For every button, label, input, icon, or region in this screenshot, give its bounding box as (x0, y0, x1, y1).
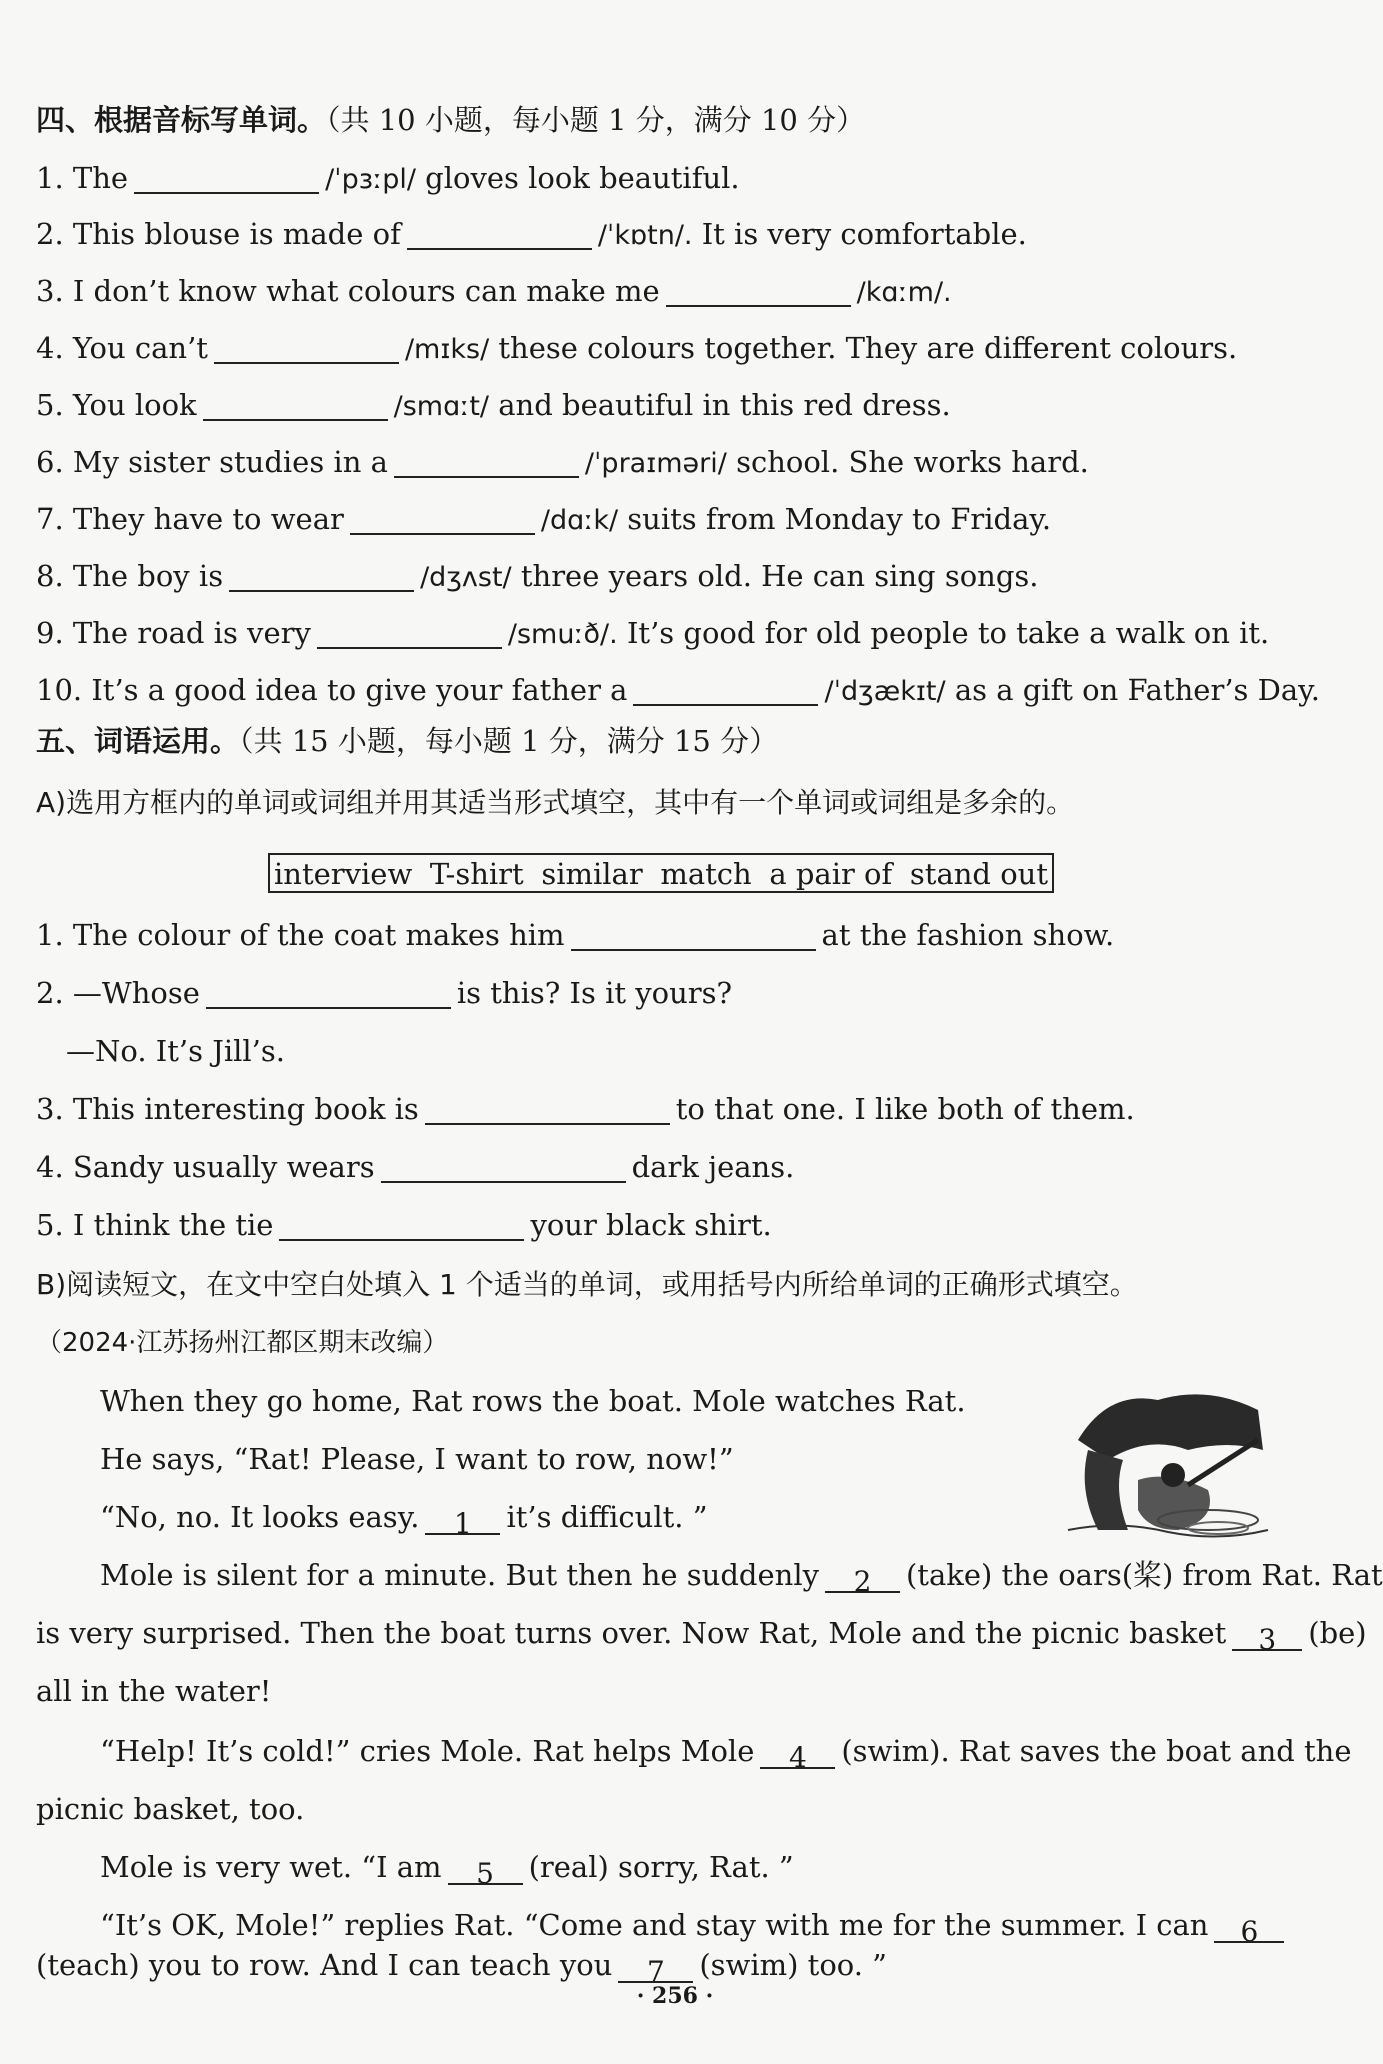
partA-item-1 (36, 915, 1114, 955)
passage-text: (swim). Rat saves the boat and the (841, 1734, 1352, 1768)
answer-blank[interactable] (666, 275, 851, 307)
page-number: · 256 · (636, 1983, 714, 2009)
passage-text: “Help! It’s cold!” cries Mole. Rat helps Mole (100, 1734, 755, 1768)
answer-blank[interactable] (350, 503, 535, 535)
section4-item-4 (36, 328, 1237, 370)
blank-number: 7 (646, 1955, 665, 1988)
item-text: 5. I think the tie (36, 1208, 274, 1242)
answer-blank-1[interactable] (425, 1503, 500, 1540)
partB-source: （2024·江苏扬州江都区期末改编） (36, 1328, 449, 1358)
item-text: and beautiful in this red dress. (498, 388, 951, 422)
passage-text: (take) the oars(桨) from Rat. Rat (905, 1558, 1383, 1592)
answer-blank[interactable] (633, 674, 818, 706)
item-text: 1. The colour of the coat makes him (36, 918, 565, 952)
partA-item-4 (36, 1147, 794, 1187)
phonetic-transcription: /dʒʌst/ (420, 562, 512, 593)
item-text: 9. The road is very (36, 616, 311, 650)
answer-blank[interactable] (279, 1209, 524, 1241)
blank-number: 5 (476, 1857, 494, 1890)
word-box (268, 853, 1054, 893)
partA-item-5 (36, 1205, 772, 1245)
passage-text: (be) (1308, 1616, 1367, 1650)
section4-item-6 (36, 442, 1089, 484)
section4-item-8 (36, 556, 1039, 598)
item-text: these colours together. They are different colours. (498, 331, 1238, 365)
passage-text: Mole is silent for a minute. But then he suddenly (100, 1558, 819, 1592)
answer-blank[interactable] (381, 1151, 626, 1183)
passage-text: “It’s OK, Mole!” replies Rat. “Come and stay with me for the summer. I can (100, 1908, 1209, 1942)
partB-instruction: B)阅读短文，在文中空白处填入 1 个适当的单词，或用括号内所给单词的正确形式填空。 (36, 1268, 1138, 1301)
item-text: 2. —Whose (36, 976, 200, 1010)
partA-item-2-reply (66, 1031, 285, 1071)
item-text: 7. They have to wear (36, 502, 344, 536)
item-text: school. She works hard. (736, 445, 1089, 479)
answer-blank[interactable] (425, 1093, 670, 1125)
answer-blank[interactable] (203, 389, 388, 421)
phonetic-transcription: /ˈpɜːpl/ (325, 164, 416, 195)
item-text: 6. My sister studies in a (36, 445, 388, 479)
rat-mole-boat-illustration (1068, 1380, 1268, 1540)
passage-text: (swim) too. ” (699, 1948, 888, 1982)
phonetic-transcription: /ˈkɒtn/. (597, 220, 693, 251)
passage-line (100, 1847, 794, 1890)
item-text: It’s good for old people to take a walk on it. (626, 616, 1270, 650)
item-text: to that one. I like both of them. (675, 1092, 1135, 1126)
section4-item-3 (36, 271, 952, 313)
item-text: is this? Is it yours? (456, 976, 733, 1010)
passage-line (36, 1945, 888, 1988)
answer-blank-6[interactable] (1214, 1911, 1284, 1948)
passage-text: it’s difficult. ” (506, 1500, 708, 1534)
passage-line (36, 1613, 1367, 1656)
section4-item-2 (36, 214, 1027, 256)
passage-line: picnic basket, too. (36, 1792, 305, 1826)
blank-number: 6 (1240, 1915, 1259, 1948)
passage-line (100, 1497, 708, 1540)
section5-heading (36, 721, 778, 761)
item-text: as a gift on Father’s Day. (954, 673, 1320, 707)
item-text: —No. It’s Jill’s. (66, 1034, 285, 1068)
partA-instruction: A)选用方框内的单词或词组并用其适当形式填空，其中有一个单词或词组是多余的。 (36, 786, 1075, 819)
section5-title: 五、词语运用。 (36, 724, 240, 758)
passage-line: When they go home, Rat rows the boat. Mole watches Rat. (100, 1384, 966, 1418)
item-text: your black shirt. (530, 1208, 772, 1242)
section4-note: （共 10 小题，每小题 1 分，满分 10 分） (326, 103, 866, 137)
passage-text: (real) sorry, Rat. ” (528, 1850, 794, 1884)
answer-blank[interactable] (214, 332, 399, 364)
answer-blank[interactable] (229, 560, 414, 592)
word-box-item: interview (274, 857, 413, 891)
blank-number: 2 (853, 1565, 872, 1598)
answer-blank[interactable] (571, 919, 816, 951)
item-text: 4. Sandy usually wears (36, 1150, 375, 1184)
word-box-item: match (660, 857, 752, 891)
passage-text: (teach) you to row. And I can teach you (36, 1948, 613, 1982)
answer-blank[interactable] (317, 617, 502, 649)
section4-item-7 (36, 499, 1051, 541)
item-text: 8. The boy is (36, 559, 224, 593)
blank-number: 1 (454, 1507, 472, 1540)
answer-blank[interactable] (394, 446, 579, 478)
item-text: It is very comfortable. (701, 217, 1027, 251)
word-box-item: stand out (909, 857, 1048, 891)
item-text: 3. This interesting book is (36, 1092, 419, 1126)
answer-blank[interactable] (206, 977, 451, 1009)
passage-line (100, 1731, 1352, 1774)
item-text: 5. You look (36, 388, 197, 422)
item-text: 3. I don’t know what colours can make me (36, 274, 660, 308)
phonetic-transcription: /kɑːm/. (856, 277, 952, 308)
answer-blank[interactable] (134, 162, 319, 194)
section4-item-9 (36, 613, 1269, 655)
item-text: suits from Monday to Friday. (627, 502, 1052, 536)
answer-blank-4[interactable] (760, 1737, 835, 1774)
passage-line (100, 1905, 1290, 1948)
answer-blank-3[interactable] (1232, 1619, 1302, 1656)
section4-title: 四、根据音标写单词。 (36, 103, 327, 137)
phonetic-transcription: /ˈdʒækɪt/ (824, 676, 946, 707)
section5-note: （共 15 小题，每小题 1 分，满分 15 分） (239, 724, 779, 758)
partA-item-2 (36, 973, 732, 1013)
passage-text: Mole is very wet. “I am (100, 1850, 442, 1884)
item-text: at the fashion show. (821, 918, 1115, 952)
section4-item-10 (36, 670, 1320, 712)
answer-blank[interactable] (407, 218, 592, 250)
item-text: 2. This blouse is made of (36, 217, 401, 251)
section4-heading (36, 100, 865, 140)
passage-line: He says, “Rat! Please, I want to row, now!” (100, 1442, 734, 1476)
phonetic-transcription: /smɑːt/ (393, 391, 490, 422)
partA-item-3 (36, 1089, 1135, 1129)
answer-blank-2[interactable] (825, 1561, 900, 1598)
section4-item-5 (36, 385, 951, 427)
word-box-item: a pair of (769, 857, 893, 891)
blank-number: 4 (788, 1741, 807, 1774)
item-text: gloves look beautiful. (425, 161, 740, 195)
answer-blank-7[interactable] (618, 1951, 693, 1988)
item-text: dark jeans. (631, 1150, 795, 1184)
phonetic-transcription: /ˈpraɪməri/ (584, 448, 727, 479)
section4-item-1 (36, 158, 740, 200)
item-text: 4. You can’t (36, 331, 208, 365)
passage-text: is very surprised. Then the boat turns over. Now Rat, Mole and the picnic basket (36, 1616, 1227, 1650)
word-box-item: T-shirt (429, 857, 524, 891)
phonetic-transcription: /dɑːk/ (540, 505, 619, 536)
answer-blank-5[interactable] (448, 1853, 523, 1890)
passage-text: “No, no. It looks easy. (100, 1500, 420, 1534)
item-text: 10. It’s a good idea to give your father a (36, 673, 628, 707)
phonetic-transcription: /mɪks/ (404, 334, 490, 365)
word-box-item: similar (541, 857, 643, 891)
phonetic-transcription: /smuːð/. (507, 619, 618, 650)
item-text: 1. The (36, 161, 129, 195)
passage-line: all in the water! (36, 1674, 272, 1708)
blank-number: 3 (1258, 1623, 1277, 1656)
passage-line (100, 1555, 1383, 1598)
item-text: three years old. He can sing songs. (520, 559, 1039, 593)
